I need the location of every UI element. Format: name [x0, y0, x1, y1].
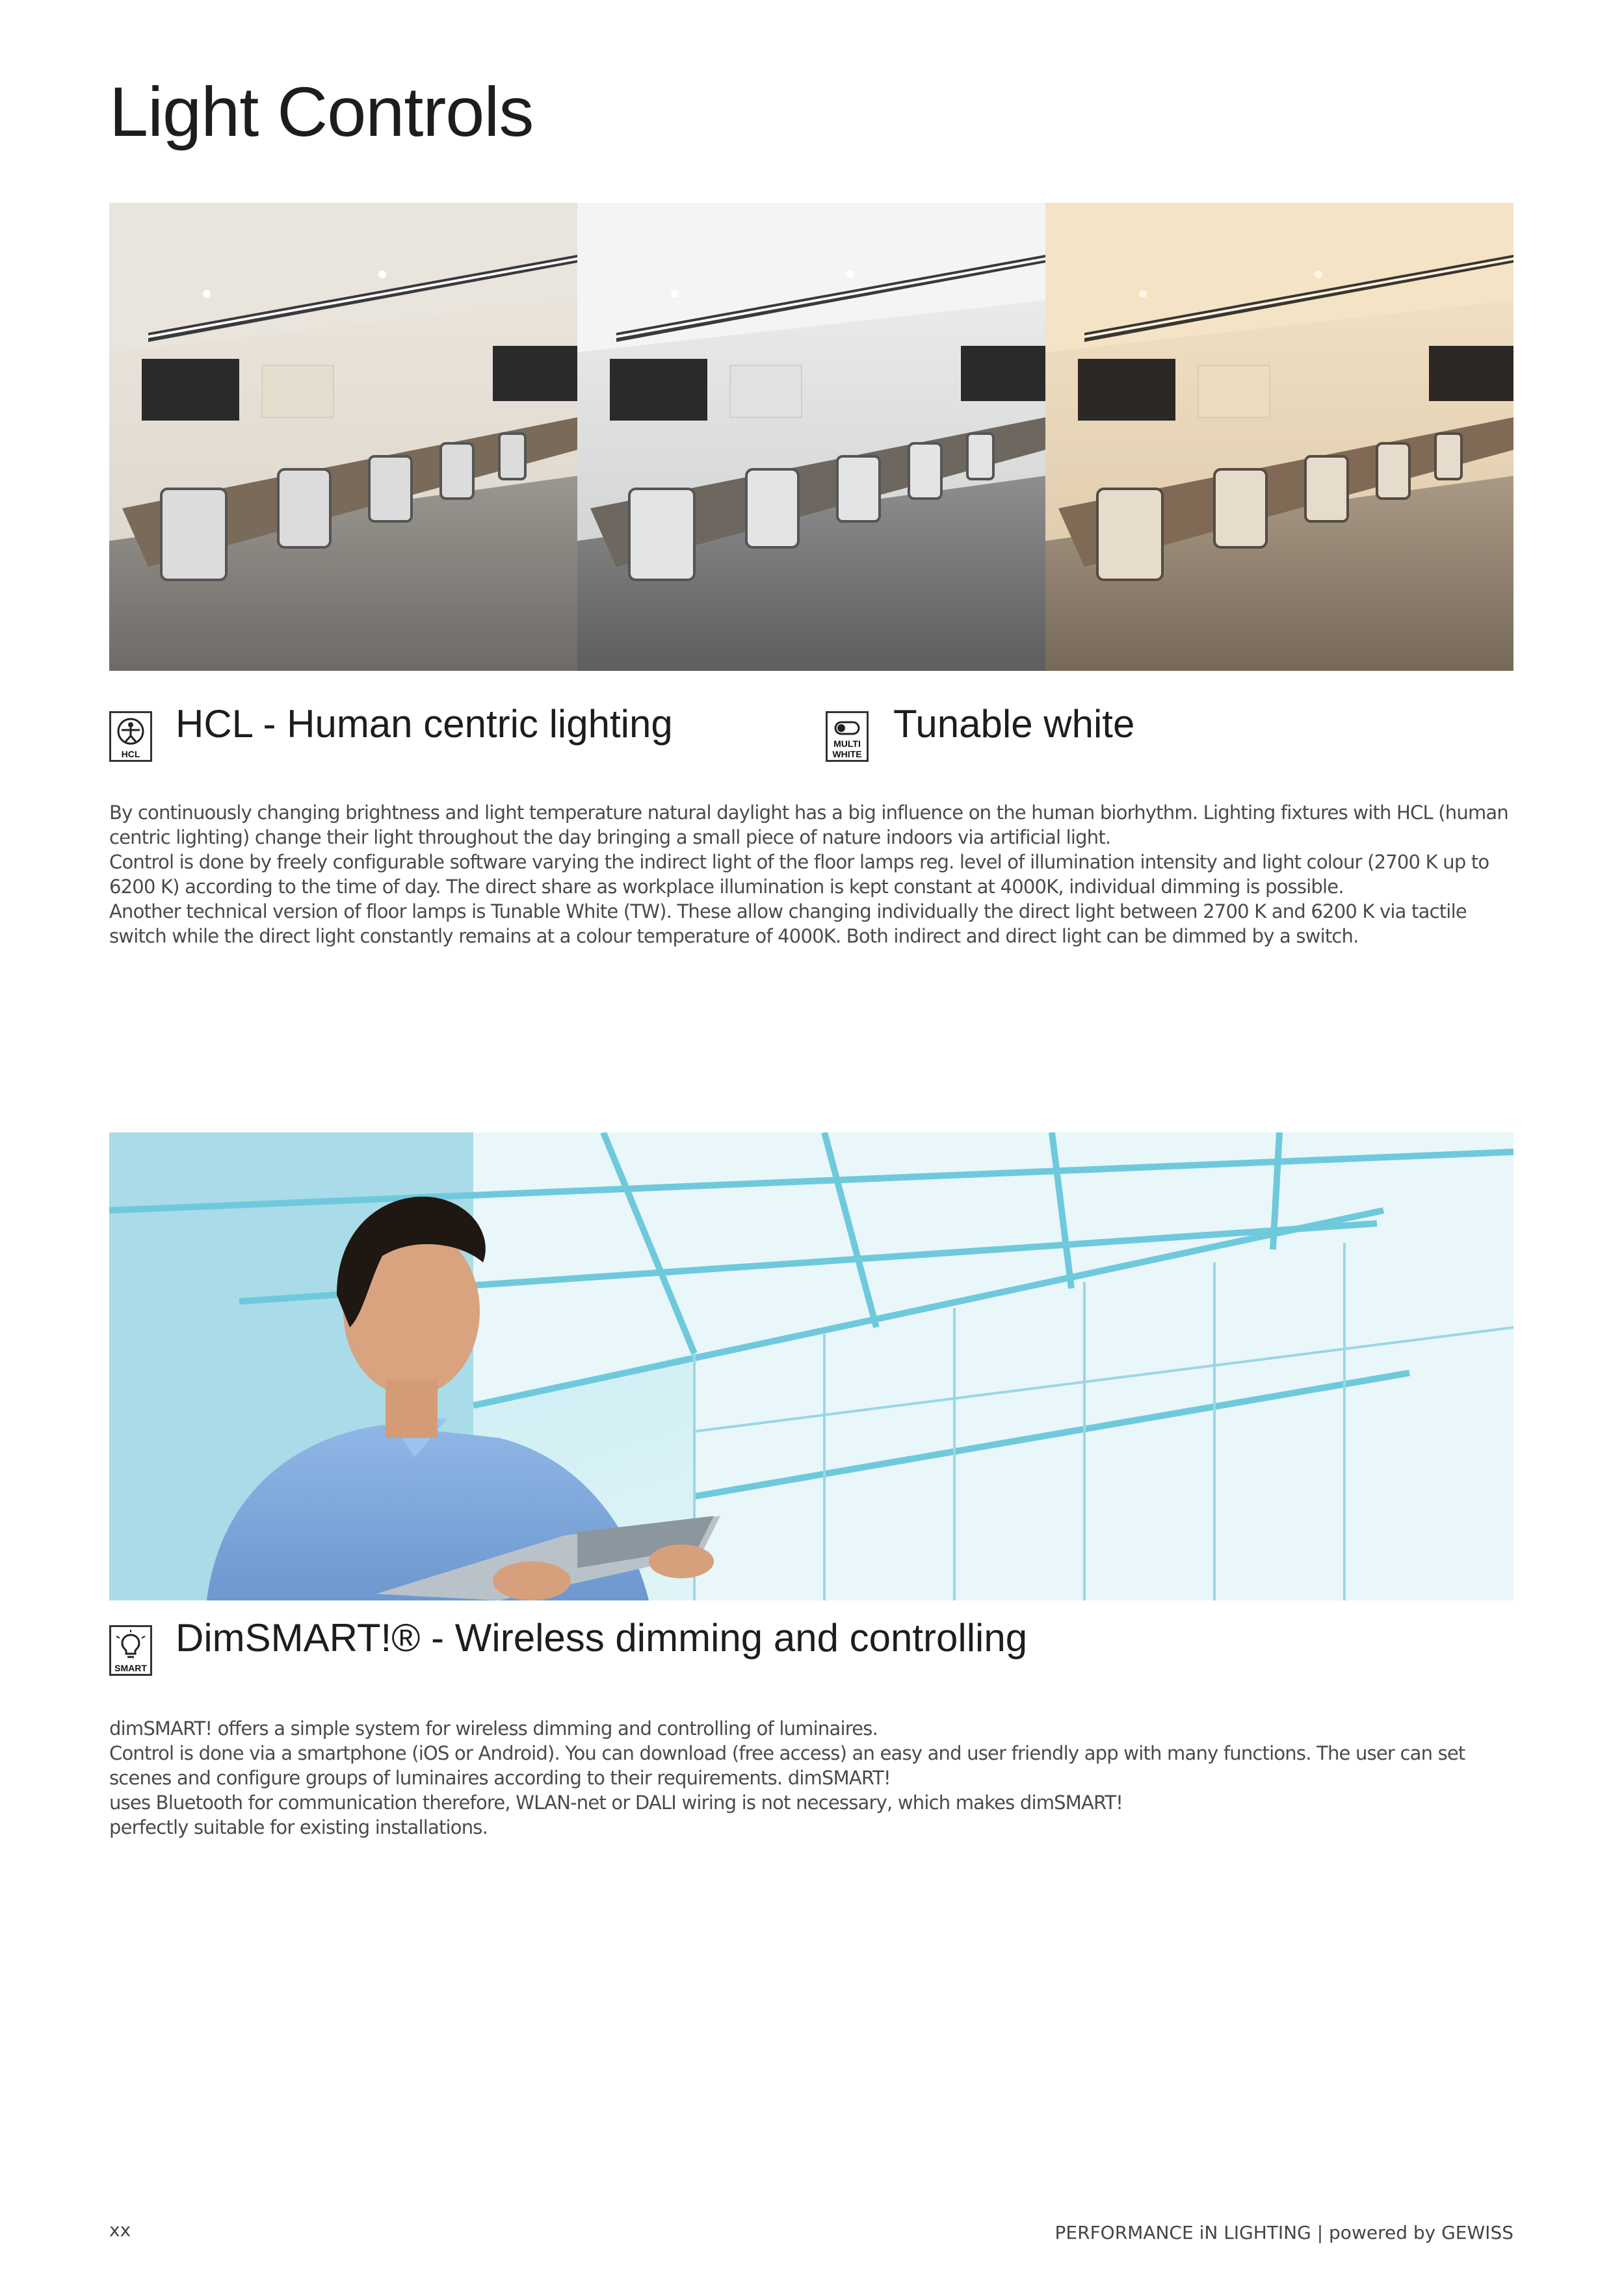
- hcl-paragraph-3: Another technical version of floor lamps is Tunable White (TW). These allow changing individually the direct light between 2700 K and 6200 K via tactile switch while the direct light constantly remains at a colour temperature of 4000K. Both indirect and direct light can be dimmed by a switch.: [109, 900, 1467, 947]
- page-title: Light Controls: [109, 72, 534, 151]
- multi-white-label-line1: MULTI: [833, 738, 861, 749]
- hcl-paragraph-1: By continuously changing brightness and light temperature natural daylight has a big influence on the human biorhythm. Lighting fixtures with HCL (human centric lighting) change their light throughout the day bringing a small piece of nature indoors via artificial light.: [109, 802, 1508, 848]
- dimsmart-paragraph-3: uses Bluetooth for communication therefore, WLAN-net or DALI wiring is not necessary, which makes dimSMART!: [109, 1792, 1123, 1814]
- smart-icon: [109, 1625, 152, 1676]
- footer-brand: PERFORMANCE iN LIGHTING | powered by GEWISS: [1054, 2222, 1513, 2243]
- dimsmart-description: [109, 1716, 1520, 1840]
- dimsmart-paragraph-2: Control is done via a smartphone (iOS or Android). You can download (free access) an easy and user friendly app with many functions. The user can set scenes and configure groups of luminaires according to their requirements. dimSMART!: [109, 1742, 1465, 1789]
- dimsmart-paragraph-4: perfectly suitable for existing installations.: [109, 1816, 488, 1838]
- hcl-description: [109, 800, 1520, 948]
- conference-room-photo-cool: [577, 203, 1045, 671]
- hcl-paragraph-2: Control is done by freely configurable software varying the indirect light of the floor lamps reg. level of illumination intensity and light colour (2700 K up to 6200 K) according to the time of day. The direct share as workplace illumination is kept constant at 4000K, individual dimming is possible.: [109, 851, 1489, 898]
- hcl-icon-label: HCL: [121, 749, 140, 759]
- hcl-icon: [109, 711, 152, 762]
- dimsmart-paragraph-1: dimSMART! offers a simple system for wireless dimming and controlling of luminaires.: [109, 1717, 878, 1740]
- dimsmart-hero-photo: [109, 1132, 1513, 1600]
- page-number: xx: [109, 2219, 131, 2241]
- conference-room-photo-neutral: [109, 203, 577, 671]
- hcl-heading: HCL - Human centric lighting: [176, 702, 673, 746]
- conference-room-photo-warm: [1045, 203, 1513, 671]
- smart-icon-label: SMART: [114, 1663, 147, 1673]
- dimsmart-heading: DimSMART!® - Wireless dimming and controlling: [176, 1616, 1028, 1660]
- tunable-white-heading: Tunable white: [893, 702, 1135, 746]
- conference-room-photo-strip: [109, 203, 1513, 671]
- multi-white-icon: [826, 711, 869, 762]
- multi-white-label-line2: WHITE: [832, 749, 862, 759]
